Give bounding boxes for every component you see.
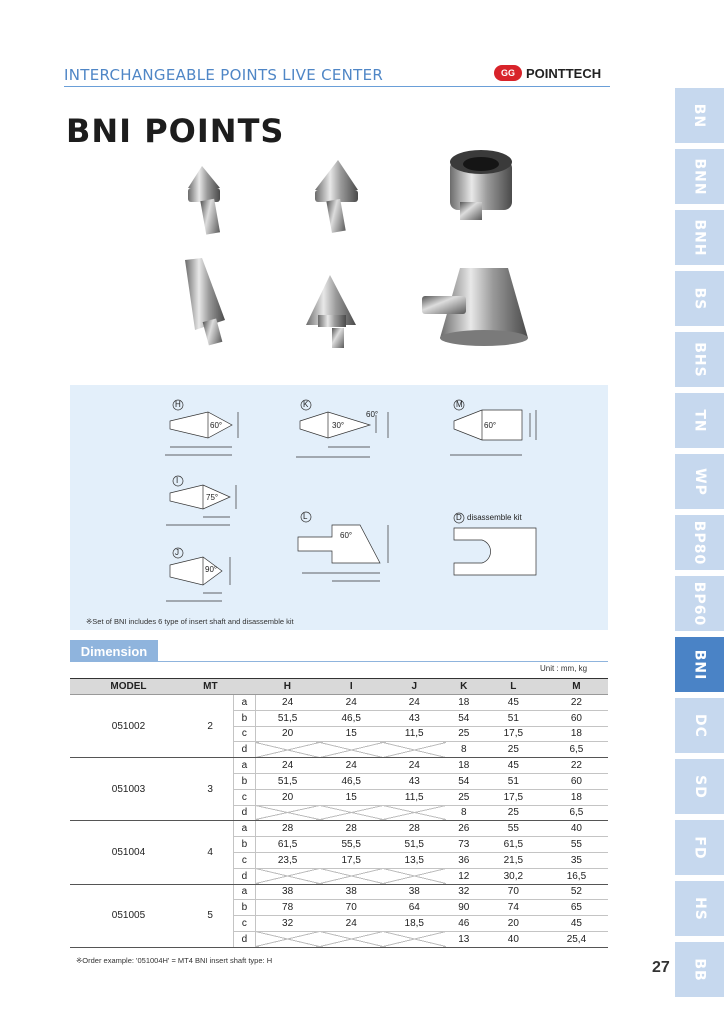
column-header: J	[383, 679, 446, 695]
label-m: M	[456, 400, 463, 409]
value-cell	[255, 868, 320, 884]
value-cell: 18	[545, 726, 608, 742]
column-header: M	[545, 679, 608, 695]
dimension-key-cell: a	[234, 821, 255, 837]
value-cell: 36	[446, 852, 482, 868]
label-l: L	[303, 512, 308, 521]
value-cell: 25	[482, 805, 545, 821]
value-cell: 38	[383, 884, 446, 900]
value-cell	[255, 742, 320, 758]
dimension-section-title: Dimension	[70, 640, 158, 662]
side-tab-label: BNN	[691, 157, 708, 196]
value-cell: 25	[482, 742, 545, 758]
value-cell: 73	[446, 837, 482, 853]
value-cell: 6,5	[545, 742, 608, 758]
dimension-key-cell: d	[234, 868, 255, 884]
angle-i: 75°	[206, 493, 219, 502]
value-cell: 24	[320, 758, 383, 774]
value-cell: 20	[255, 726, 320, 742]
side-tab-bs[interactable]	[675, 271, 724, 329]
mt-cell: 5	[187, 884, 234, 947]
value-cell: 18	[446, 695, 482, 711]
dimension-key-cell: c	[234, 726, 255, 742]
value-cell: 32	[255, 916, 320, 932]
angle-k2: 60°	[366, 410, 379, 419]
set-note: ※Set of BNI includes 6 type of insert shaft and disassemble kit	[86, 617, 294, 626]
value-cell: 32	[446, 884, 482, 900]
value-cell: 20	[482, 916, 545, 932]
value-cell: 8	[446, 742, 482, 758]
value-cell: 11,5	[383, 789, 446, 805]
column-header: L	[482, 679, 545, 695]
value-cell	[320, 805, 383, 821]
side-tab-label: BHS	[691, 341, 708, 378]
value-cell: 65	[545, 900, 608, 916]
value-cell: 38	[255, 884, 320, 900]
dimension-key-cell: b	[234, 773, 255, 789]
value-cell: 22	[545, 758, 608, 774]
dimension-key-cell: b	[234, 710, 255, 726]
table-row	[70, 884, 608, 900]
point-photo-j	[306, 275, 356, 348]
value-cell: 25	[446, 789, 482, 805]
value-cell: 6,5	[545, 805, 608, 821]
value-cell: 13,5	[383, 852, 446, 868]
value-cell: 52	[545, 884, 608, 900]
column-header: I	[320, 679, 383, 695]
angle-l: 60°	[340, 531, 353, 540]
dimension-key-cell: a	[234, 758, 255, 774]
mt-cell: 4	[187, 821, 234, 884]
logo-text: POINTTECH	[526, 65, 602, 81]
value-cell: 28	[383, 821, 446, 837]
product-photos	[160, 140, 540, 370]
column-header: MT	[187, 679, 234, 695]
value-cell: 90	[446, 900, 482, 916]
value-cell: 12	[446, 868, 482, 884]
side-tab-hs[interactable]	[675, 881, 724, 939]
value-cell: 45	[545, 916, 608, 932]
value-cell: 24	[383, 758, 446, 774]
label-d: D	[456, 513, 462, 522]
dimension-key-cell: a	[234, 695, 255, 711]
dimension-key-cell: b	[234, 900, 255, 916]
value-cell: 43	[383, 773, 446, 789]
value-cell: 45	[482, 695, 545, 711]
model-cell: 051005	[70, 884, 187, 947]
dimension-key-cell: c	[234, 852, 255, 868]
value-cell: 70	[482, 884, 545, 900]
column-header: H	[255, 679, 320, 695]
value-cell	[383, 931, 446, 947]
value-cell	[320, 931, 383, 947]
side-tab-label: FD	[691, 835, 708, 860]
value-cell	[383, 805, 446, 821]
value-cell: 46,5	[320, 773, 383, 789]
value-cell: 26	[446, 821, 482, 837]
value-cell: 51,5	[255, 710, 320, 726]
angle-j: 90°	[205, 565, 218, 574]
value-cell: 25	[446, 726, 482, 742]
brand-logo	[494, 65, 601, 81]
value-cell: 17,5	[320, 852, 383, 868]
value-cell: 25,4	[545, 931, 608, 947]
header-divider	[64, 86, 610, 87]
side-tab-bb[interactable]	[675, 942, 724, 1000]
model-cell: 051004	[70, 821, 187, 884]
logo-mark-icon: GG	[494, 65, 522, 81]
side-tab-tn[interactable]	[675, 393, 724, 451]
value-cell: 40	[545, 821, 608, 837]
value-cell: 17,5	[482, 789, 545, 805]
value-cell: 60	[545, 773, 608, 789]
angle-k1: 30°	[332, 421, 345, 430]
order-example-note: ※Order example: '051004H' = MT4 BNI insert shaft type: H	[76, 956, 273, 965]
value-cell: 15	[320, 726, 383, 742]
dimension-table	[70, 678, 608, 948]
table-row	[70, 821, 608, 837]
value-cell	[383, 742, 446, 758]
value-cell: 24	[320, 916, 383, 932]
table-row	[70, 695, 608, 711]
point-photo-m	[450, 150, 512, 220]
value-cell: 43	[383, 710, 446, 726]
value-cell: 54	[446, 710, 482, 726]
column-header: MODEL	[70, 679, 187, 695]
side-tab-label: DC	[691, 713, 708, 738]
dimension-key-cell: a	[234, 884, 255, 900]
value-cell: 24	[383, 695, 446, 711]
value-cell: 55	[482, 821, 545, 837]
value-cell: 18	[446, 758, 482, 774]
value-cell: 54	[446, 773, 482, 789]
model-cell: 051002	[70, 695, 187, 758]
angle-h: 60°	[210, 421, 223, 430]
value-cell: 40	[482, 931, 545, 947]
value-cell	[320, 742, 383, 758]
value-cell: 38	[320, 884, 383, 900]
value-cell: 15	[320, 789, 383, 805]
dimension-key-cell: d	[234, 805, 255, 821]
side-tab-label: WP	[691, 467, 708, 496]
value-cell: 22	[545, 695, 608, 711]
dimension-key-cell: c	[234, 916, 255, 932]
value-cell: 28	[255, 821, 320, 837]
side-tab-label: TN	[691, 408, 708, 433]
value-cell: 35	[545, 852, 608, 868]
side-tab-dc[interactable]	[675, 698, 724, 756]
side-tab-bp60[interactable]	[675, 576, 724, 634]
table-row	[70, 758, 608, 774]
value-cell: 23,5	[255, 852, 320, 868]
value-cell: 20	[255, 789, 320, 805]
page-title: BNI POINTS	[66, 112, 285, 150]
point-photo-h	[188, 166, 220, 235]
side-tab-sd[interactable]	[675, 759, 724, 817]
value-cell: 16,5	[545, 868, 608, 884]
side-tab-bnn[interactable]	[675, 149, 724, 207]
value-cell	[320, 868, 383, 884]
dimension-divider	[70, 661, 608, 662]
side-tab-bnh[interactable]	[675, 210, 724, 268]
value-cell: 70	[320, 900, 383, 916]
value-cell: 60	[545, 710, 608, 726]
dimension-key-cell: d	[234, 931, 255, 947]
mt-cell: 2	[187, 695, 234, 758]
value-cell: 24	[255, 758, 320, 774]
side-tab-label: BNI	[691, 649, 708, 680]
side-tab-label: BP80	[691, 520, 708, 565]
side-tab-label: HS	[691, 896, 708, 921]
value-cell	[383, 868, 446, 884]
side-tab-bni[interactable]	[675, 637, 724, 695]
dimension-key-cell: b	[234, 837, 255, 853]
value-cell	[255, 931, 320, 947]
value-cell: 64	[383, 900, 446, 916]
value-cell: 11,5	[383, 726, 446, 742]
column-header: K	[446, 679, 482, 695]
column-header	[234, 679, 255, 695]
value-cell: 51,5	[255, 773, 320, 789]
value-cell: 51	[482, 773, 545, 789]
value-cell: 18,5	[383, 916, 446, 932]
side-tab-label: BNH	[691, 218, 708, 257]
side-tab-label: SD	[691, 774, 708, 799]
model-cell: 051003	[70, 758, 187, 821]
label-j: J	[175, 548, 179, 557]
value-cell: 55,5	[320, 837, 383, 853]
table-header-row	[70, 679, 608, 695]
side-tab-bar	[675, 2, 724, 982]
point-photo-i	[185, 258, 225, 345]
side-tab-bp80[interactable]	[675, 515, 724, 573]
side-tab-label: BB	[691, 957, 708, 982]
value-cell: 74	[482, 900, 545, 916]
point-photo-k	[315, 160, 358, 233]
side-tab-label: BP60	[691, 581, 708, 626]
value-cell: 46,5	[320, 710, 383, 726]
value-cell	[255, 805, 320, 821]
side-tab-label: BN	[691, 103, 708, 128]
label-kit: disassemble kit	[467, 513, 522, 522]
dimension-key-cell: c	[234, 789, 255, 805]
value-cell: 8	[446, 805, 482, 821]
value-cell: 30,2	[482, 868, 545, 884]
label-i: I	[176, 476, 179, 485]
value-cell: 78	[255, 900, 320, 916]
side-tab-wp[interactable]	[675, 454, 724, 512]
page-number: 27	[652, 959, 670, 976]
mt-cell: 3	[187, 758, 234, 821]
value-cell: 13	[446, 931, 482, 947]
dimension-diagram	[70, 385, 608, 630]
side-tab-fd[interactable]	[675, 820, 724, 878]
angle-m: 60°	[484, 421, 497, 430]
value-cell: 46	[446, 916, 482, 932]
value-cell: 28	[320, 821, 383, 837]
value-cell: 45	[482, 758, 545, 774]
side-tab-label: BS	[691, 287, 708, 310]
side-tab-bn[interactable]	[675, 88, 724, 146]
value-cell: 17,5	[482, 726, 545, 742]
value-cell: 51	[482, 710, 545, 726]
value-cell: 21,5	[482, 852, 545, 868]
value-cell: 51,5	[383, 837, 446, 853]
label-k: K	[303, 400, 309, 409]
dimension-key-cell: d	[234, 742, 255, 758]
value-cell: 24	[255, 695, 320, 711]
value-cell: 18	[545, 789, 608, 805]
value-cell: 61,5	[482, 837, 545, 853]
value-cell: 24	[320, 695, 383, 711]
value-cell: 55	[545, 837, 608, 853]
label-h: H	[175, 400, 181, 409]
side-tab-bhs[interactable]	[675, 332, 724, 390]
point-photo-l	[422, 268, 528, 346]
header-title: INTERCHANGEABLE POINTS LIVE CENTER	[64, 66, 384, 84]
unit-label: Unit : mm, kg	[540, 664, 588, 673]
value-cell: 61,5	[255, 837, 320, 853]
